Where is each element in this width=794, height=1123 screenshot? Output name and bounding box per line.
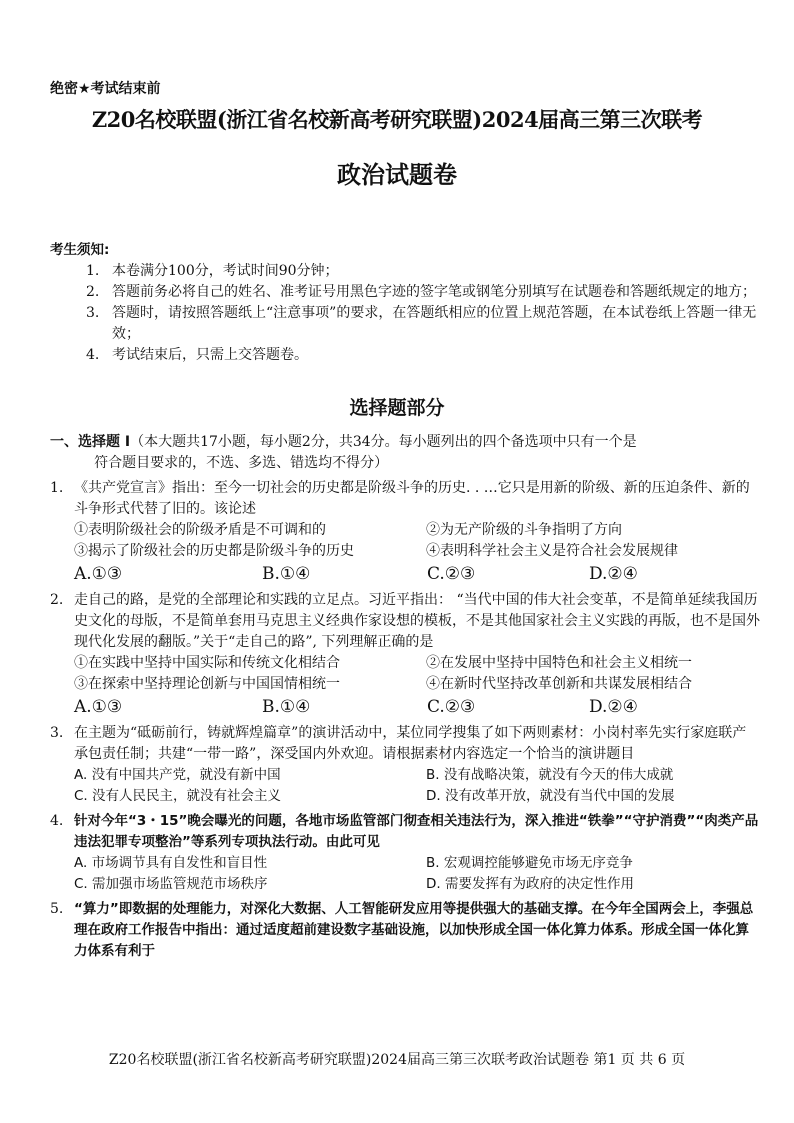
instruction-line: （本大题共17小题，每小题2分，共34分。每小题列出的四个备选项中只有一个是 bbox=[130, 434, 637, 450]
option: D. 没有改革开放，就没有当代中国的发展 bbox=[426, 788, 675, 804]
question bbox=[50, 478, 760, 520]
option: A. 没有中国共产党，就没有新中国 bbox=[74, 767, 281, 783]
statement: ③揭示了阶级社会的历史都是阶级斗争的历史 bbox=[74, 543, 354, 559]
question-stem: 在主题为“砥砺前行，铸就辉煌篇章”的演讲活动中，某位同学搜集了如下两则素材：小岗村率先实行家庭联产承包责任制；共建“一带一路”，深受国内外欢迎。请根据素材内容选定一个恰当的演讲题目 bbox=[74, 725, 747, 762]
statement-list bbox=[74, 520, 760, 562]
question-stem: 针对今年“3・15”晚会曝光的问题，各地市场监管部门彻查相关违法行为，深入推进“铁拳”“守护消费”“肉类产品违法犯罪专项整治”等系列专项执法行动。由此可见 bbox=[74, 813, 759, 850]
question-stem: “算力”即数据的处理能力，对深化大数据、人工智能研发应用等提供强大的基础支撑。在今年全国两会上，李强总理在政府工作报告中指出：通过适度超前建设数字基础设施，以加快形成全国一体化算力体系。形成全国一体化算力体系有利于 bbox=[74, 901, 754, 959]
question bbox=[50, 590, 760, 653]
option-list bbox=[74, 853, 760, 895]
option: B. 宏观调控能够避免市场无序竞争 bbox=[426, 855, 633, 871]
statement: ④在新时代坚持改革创新和共谋发展相结合 bbox=[426, 676, 692, 692]
question-group-instruction bbox=[94, 432, 760, 474]
question-number: 2. bbox=[50, 592, 64, 608]
statement: ①在实践中坚持中国实际和传统文化相结合 bbox=[74, 655, 340, 671]
statement: ①表明阶级社会的阶级矛盾是不可调和的 bbox=[74, 522, 326, 538]
answer-choices bbox=[74, 695, 760, 719]
answer-choices bbox=[74, 562, 760, 586]
confidential-label: 绝密★考试结束前 bbox=[50, 81, 161, 97]
question bbox=[50, 723, 760, 765]
answer-choice: B.①④ bbox=[262, 697, 311, 717]
instruction-line-cont: 符合题目要求的，不选、多选、错选均不得分） bbox=[94, 455, 389, 471]
statement-list bbox=[74, 653, 760, 695]
notice-item-number: 3. bbox=[86, 305, 100, 321]
notice-item bbox=[86, 261, 760, 282]
question-stem: 《共产党宣言》指出：至今一切社会的历史都是阶级斗争的历史. . …它只是用新的阶级、新的压迫条件、新的斗争形式代替了旧的。该论述 bbox=[74, 480, 750, 517]
notice-item bbox=[86, 303, 760, 345]
exam-subtitle: 政治试题卷 bbox=[337, 161, 457, 189]
statement: ②在发展中坚持中国特色和社会主义相统一 bbox=[426, 655, 692, 671]
option: D. 需要发挥有为政府的决定性作用 bbox=[426, 876, 634, 892]
option-list bbox=[74, 765, 760, 807]
answer-choice: C.②③ bbox=[427, 697, 476, 717]
question-group-label: 一、选择题 I bbox=[50, 434, 131, 450]
answer-choice: C.②③ bbox=[427, 564, 476, 584]
question bbox=[50, 899, 760, 962]
page-footer: Z20名校联盟(浙江省名校新高考研究联盟)2024届高三第三次联考政治试题卷 第1 页 共 6 页 bbox=[108, 1052, 686, 1068]
notice-item-text: 答题时，请按照答题纸上“注意事项”的要求，在答题纸相应的位置上规范答题，在本试卷纸上答题一律无效； bbox=[112, 305, 757, 342]
questions-body bbox=[50, 432, 760, 962]
statement: ②为无产阶级的斗争指明了方向 bbox=[426, 522, 622, 538]
candidate-notice bbox=[50, 240, 760, 366]
section-title: 选择题部分 bbox=[349, 397, 445, 419]
notice-item bbox=[86, 345, 760, 366]
notice-item-number: 4. bbox=[86, 347, 100, 363]
answer-choice: A.①③ bbox=[74, 564, 123, 584]
question bbox=[50, 811, 760, 853]
option: C. 需加强市场监管规范市场秩序 bbox=[74, 876, 268, 892]
answer-choice: D.②④ bbox=[589, 697, 638, 717]
notice-item bbox=[86, 282, 760, 303]
notice-item-text: 本卷满分100分，考试时间90分钟； bbox=[112, 263, 339, 279]
question-group-header bbox=[50, 432, 760, 474]
notice-item-number: 2. bbox=[86, 284, 100, 300]
statement: ③在探索中坚持理论创新与中国国情相统一 bbox=[74, 676, 340, 692]
option: C. 没有人民民主，就没有社会主义 bbox=[74, 788, 282, 804]
notice-item-text: 答题前务必将自己的姓名、准考证号用黑色字迹的签字笔或钢笔分别填写在试题卷和答题纸规定的地方； bbox=[112, 284, 756, 300]
question-number: 4. bbox=[50, 813, 64, 829]
answer-choice: A.①③ bbox=[74, 697, 123, 717]
option: A. 市场调节具有自发性和盲目性 bbox=[74, 855, 268, 871]
answer-choice: B.①④ bbox=[262, 564, 311, 584]
question-stem: 走自己的路，是党的全部理论和实践的立足点。习近平指出： “当代中国的伟大社会变革，不是简单延续我国历史文化的母版，不是简单套用马克思主义经典作家设想的模板，不是其他国家社会主义实践的再版，也不是国外现代化发展的翻版。”关于“走自己的路”, 下列理解正确的是 bbox=[74, 592, 760, 650]
notice-item-text: 考试结束后，只需上交答题卷。 bbox=[112, 347, 308, 363]
exam-title: Z20名校联盟(浙江省名校新高考研究联盟)2024届高三第三次联考 bbox=[91, 107, 703, 132]
answer-choice: D.②④ bbox=[589, 564, 638, 584]
question-number: 1. bbox=[50, 480, 64, 496]
question-number: 5. bbox=[50, 901, 64, 917]
question-number: 3. bbox=[50, 725, 64, 741]
notice-heading: 考生须知: bbox=[50, 242, 110, 258]
option: B. 没有战略决策，就没有今天的伟大成就 bbox=[426, 767, 674, 783]
statement: ④表明科学社会主义是符合社会发展规律 bbox=[426, 543, 678, 559]
notice-item-number: 1. bbox=[86, 263, 100, 279]
